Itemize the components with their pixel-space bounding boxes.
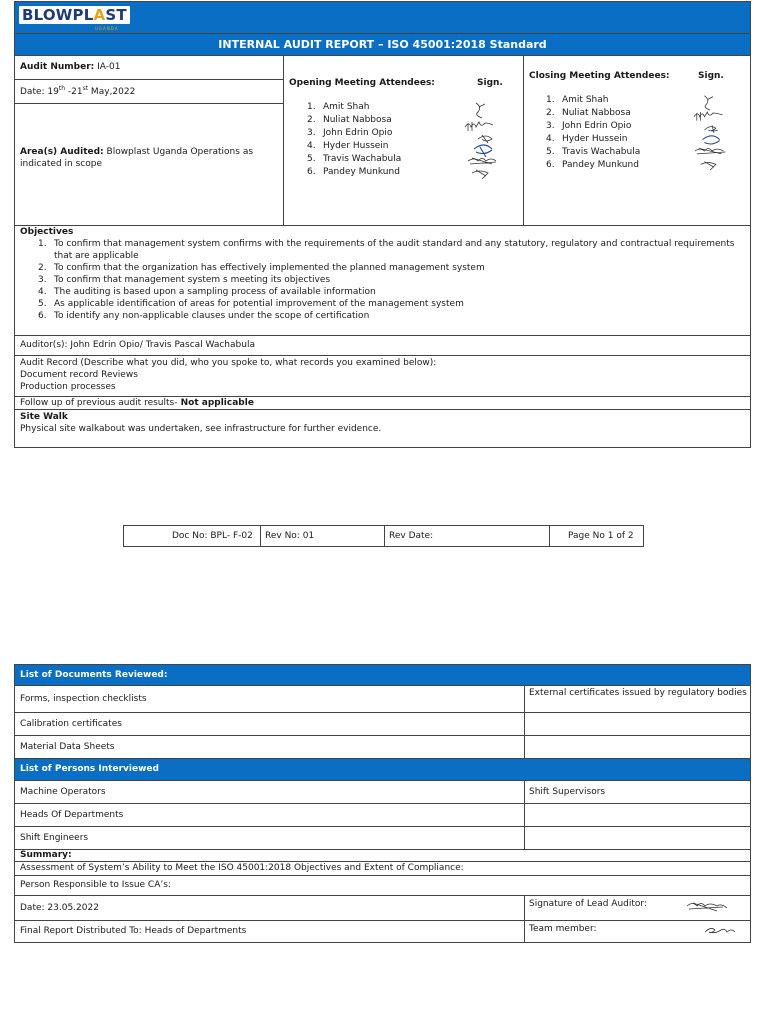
- list-item: 3. John Edrin Opio: [307, 128, 393, 138]
- blowplast-logo: BLOWPLAST: [19, 6, 130, 24]
- logo-subtitle: UGANDA: [95, 26, 119, 31]
- table-row: Machine Operators Shift Supervisors: [15, 781, 750, 804]
- list-item: 6. To identify any non-applicable clauses under the scope of certification: [38, 311, 370, 321]
- list-item: 3. To confirm that management system s meeting its objectives: [38, 275, 331, 285]
- summary-heading-row: Summary:: [15, 850, 750, 862]
- report-title: INTERNAL AUDIT REPORT – ISO 45001:2018 Standard: [15, 34, 750, 56]
- table-row: Material Data Sheets: [15, 736, 750, 759]
- table-row: Heads Of Departments: [15, 804, 750, 827]
- site-walk-text: Physical site walkabout was undertaken, see infrastructure for further evidence.: [20, 424, 382, 434]
- list-item: 1. To confirm that management system confirms with the requirements of the audit standard and any statutory, regulatory and contractual requirements that are applicable: [38, 239, 735, 261]
- assessment-row: Assessment of System’s Ability to Meet the ISO 45001:2018 Objectives and Extent of Compliance:: [15, 862, 750, 876]
- lead-auditor-signature: [683, 898, 733, 916]
- list-item: 5. Travis Wachabula: [546, 147, 641, 157]
- list-item: 1. Amit Shah: [546, 95, 609, 105]
- info-section: [15, 56, 750, 226]
- opening-attendees-heading: Opening Meeting Attendees:: [289, 78, 435, 88]
- objectives-heading: Objectives: [20, 227, 74, 237]
- document-footer: [123, 525, 644, 547]
- opening-sign-heading: Sign.: [477, 78, 503, 88]
- audit-record-line: Document record Reviews: [20, 370, 138, 380]
- documents-persons-table: [14, 664, 751, 943]
- date-row: Date: 23.05.2022 Signature of Lead Auditor:: [15, 896, 750, 921]
- team-member-signature: [701, 922, 741, 938]
- audit-record-section: [15, 356, 750, 397]
- list-item: 4. The auditing is based upon a sampling process of available information: [38, 287, 376, 297]
- table-row: Forms, inspection checklists External certificates issued by regulatory bodies: [15, 686, 750, 713]
- opening-attendees-list: [307, 101, 401, 179]
- list-item: 2. To confirm that the organization has effectively implemented the planned management system: [38, 263, 485, 273]
- objectives-list: [38, 238, 745, 322]
- distributed-row: Final Report Distributed To: Heads of Departments Team member:: [15, 921, 750, 942]
- audit-record-heading: Audit Record (Describe what you did, who you spoke to, what records you examined below):: [20, 358, 437, 368]
- auditors-row: Auditor(s): John Edrin Opio/ Travis Pascal Wachabula: [15, 336, 750, 356]
- rev-number: Rev No: 01: [265, 531, 315, 541]
- closing-signatures: [690, 92, 736, 172]
- doc-number: Doc No: BPL- F-02: [172, 531, 253, 541]
- site-walk-section: [15, 410, 750, 448]
- list-item: 4. Hyder Hussein: [546, 134, 628, 144]
- table-row: Shift Engineers: [15, 827, 750, 850]
- closing-sign-heading: Sign.: [698, 71, 724, 81]
- logo-header: [15, 2, 750, 34]
- list-item: 2. Nuliat Nabbosa: [307, 115, 392, 125]
- page-number: Page No 1 of 2: [568, 531, 634, 541]
- list-item: 1. Amit Shah: [307, 102, 370, 112]
- audit-date: Date: 19th -21st May,2022: [20, 85, 136, 97]
- followup-row: Follow up of previous audit results- Not applicable: [15, 397, 750, 410]
- closing-attendees-heading: Closing Meeting Attendees:: [529, 71, 670, 81]
- audit-number: Audit Number: IA-01: [20, 62, 121, 72]
- list-item: 2. Nuliat Nabbosa: [546, 108, 631, 118]
- list-item: 6. Pandey Munkund: [546, 160, 639, 170]
- list-item: 4. Hyder Hussein: [307, 141, 389, 151]
- list-item: 5. As applicable identification of areas for potential improvement of the management system: [38, 299, 464, 309]
- site-walk-heading: Site Walk: [20, 412, 68, 422]
- list-item: 6. Pandey Munkund: [307, 167, 400, 177]
- table-row: Calibration certificates: [15, 713, 750, 736]
- rev-date: Rev Date:: [389, 531, 434, 541]
- list-item: 5. Travis Wachabula: [307, 154, 402, 164]
- audit-record-line: Production processes: [20, 382, 116, 392]
- closing-attendees-list: [546, 94, 640, 172]
- opening-signatures: [462, 99, 508, 179]
- list-item: 3. John Edrin Opio: [546, 121, 632, 131]
- documents-heading-row: List of Documents Reviewed:: [15, 665, 750, 686]
- audit-report-form: [14, 1, 751, 448]
- areas-audited: Area(s) Audited: Blowplast Uganda Operations as indicated in scope: [20, 147, 254, 169]
- person-responsible-row: Person Responsible to Issue CA’s:: [15, 876, 750, 896]
- persons-heading-row: List of Persons Interviewed: [15, 759, 750, 781]
- objectives-section: [15, 226, 750, 336]
